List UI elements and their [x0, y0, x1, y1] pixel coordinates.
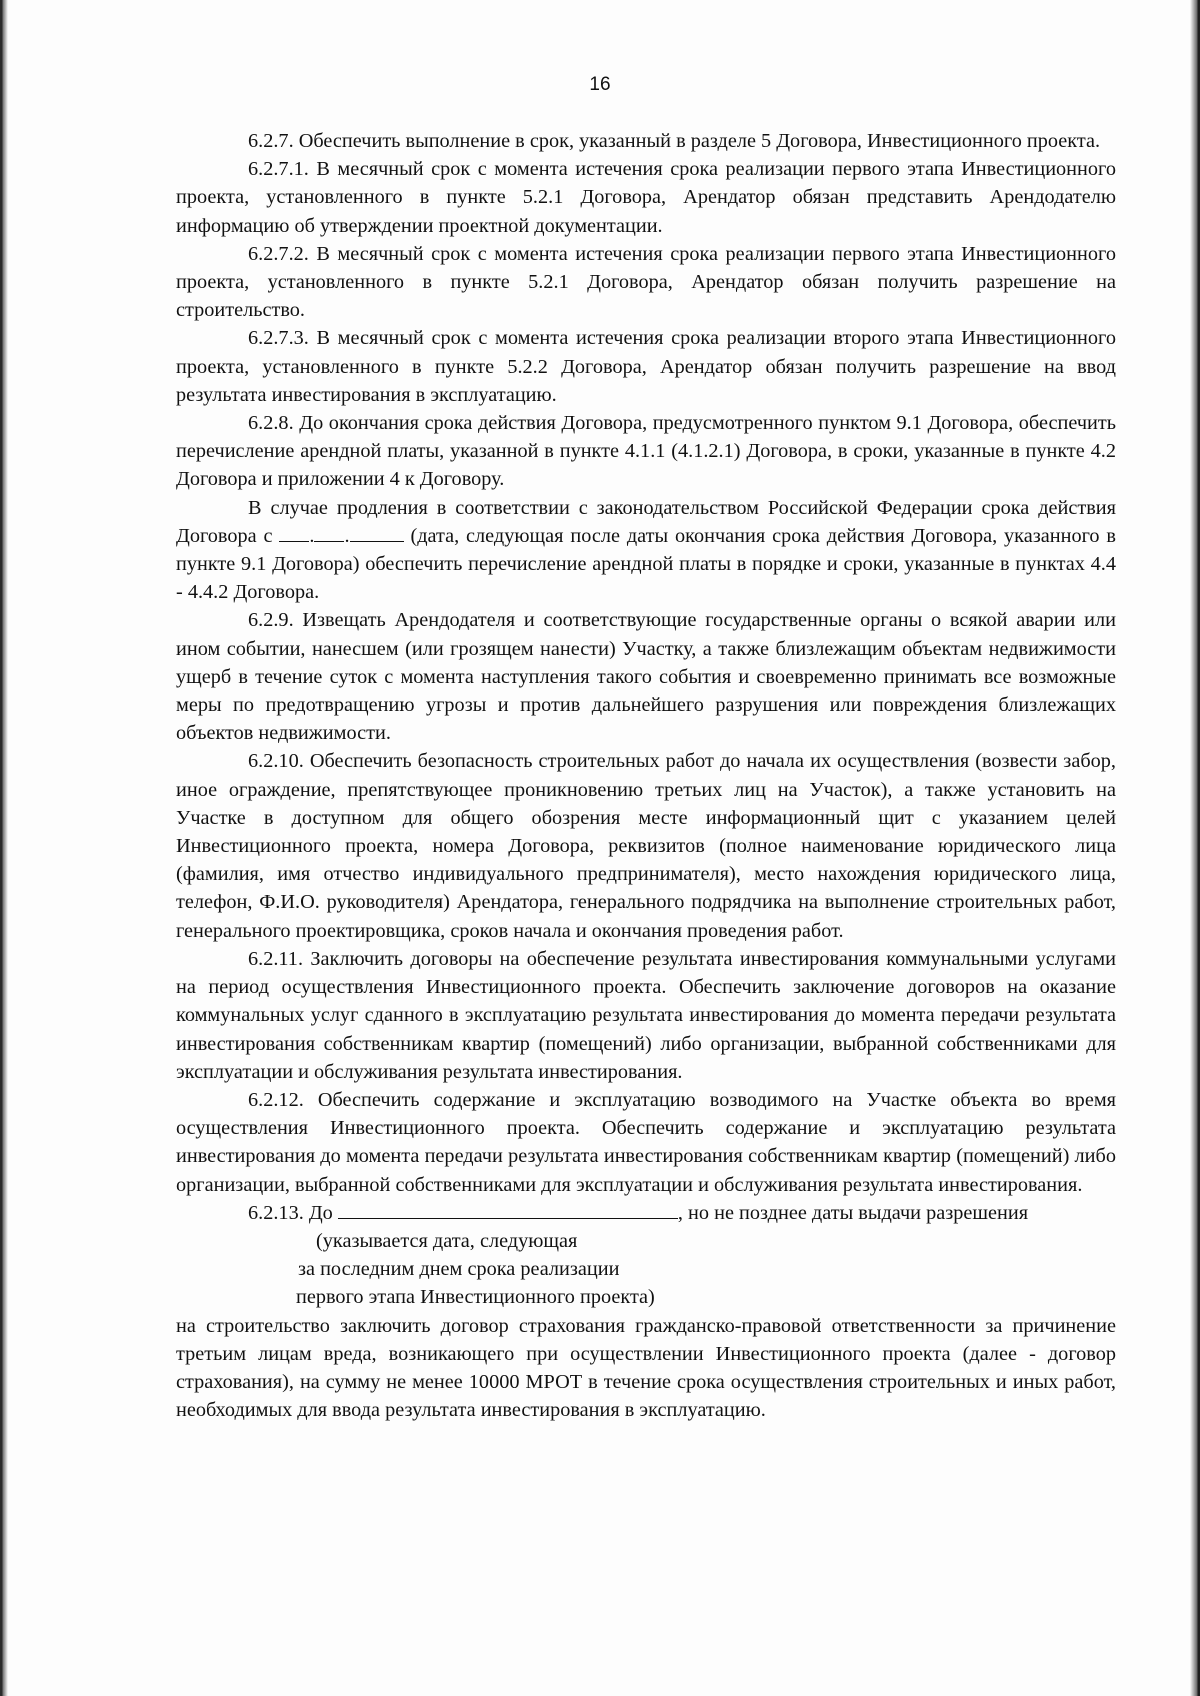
- paragraph-6-2-8: 6.2.8. До окончания срока действия Договора, предусмотренного пунктом 9.1 Договора, обеспечить перечисление арендной платы, указанной в пункте 4.1.1 (4.1.2.1) Договора, в сроки, указанные в пункте 4.2 Договора и приложении 4 к Договору.: [176, 412, 1116, 491]
- paragraph-6-2-7-3: 6.2.7.3. В месячный срок с момента истечения срока реализации второго этапа Инвестиционного проекта, установленного в пункте 5.2.2 Договора, Арендатор обязан получить разрешение на ввод результата инвестирования в эксплуатацию.: [176, 327, 1116, 406]
- scan-right-border: [1190, 0, 1200, 1696]
- paragraph-extension-text-a: В случае продления в соответствии с законодательством Российской Федерации срока действия Договора с: [176, 496, 1116, 547]
- date-separator-2: .: [344, 524, 350, 547]
- paragraph-6-2-9: 6.2.9. Извещать Арендодателя и соответствующие государственные органы о всякой аварии или ином событии, нанесшем (или грозящем нанести) Участку, а также близлежащим объектам недвижимости ущерб в течение суток с момента наступления такого события и своевременно принимать все возможные меры по предотвращению угрозы и против дальнейшего разрушения или повреждения близлежащих объектов недвижимости.: [176, 609, 1116, 745]
- blank-note-line-1: (указывается дата, следующая: [316, 1229, 578, 1252]
- date-blank-insurance: [338, 1200, 678, 1219]
- paragraph-6-2-13-continued: на строительство заключить договор страхования гражданско-правовой ответственности за причинение третьим лицам вреда, возникающего при осуществлении Инвестиционного проекта (далее - договор страхования), на сумму не менее 10000 МРОТ в течение срока осуществления строительных и иных работ, необходимых для ввода результата инвестирования в эксплуатацию.: [176, 1314, 1116, 1422]
- date-separator-1: .: [309, 524, 315, 547]
- paragraph-6-2-13: [176, 1199, 1116, 1227]
- document-body: [176, 127, 1116, 1424]
- date-blank-day: [279, 523, 309, 542]
- paragraph-extension: [176, 494, 1116, 607]
- paragraph-6-2-11: 6.2.11. Заключить договоры на обеспечение результата инвестирования коммунальными услугами на период осуществления Инвестиционного проекта. Обеспечить заключение договоров на оказание коммунальных услуг сданного в эксплуатацию результата инвестирования до момента передачи результата инвестирования собственникам квартир (помещений) либо организации, выбранной собственниками для эксплуатации и обслуживания результата инвестирования.: [176, 947, 1116, 1083]
- paragraph-extension-text-b: (дата, следующая после даты окончания срока действия Договора, указанного в пункте 9.1 Договора) обеспечить перечисление арендной платы в порядке и сроки, указанные в пунктах 4.4 - 4.4.2 Договора.: [176, 524, 1116, 604]
- blank-note-line-3: первого этапа Инвестиционного проекта): [296, 1286, 655, 1309]
- paragraph-6-2-7: 6.2.7. Обеспечить выполнение в срок, указанный в разделе 5 Договора, Инвестиционного проекта.: [248, 130, 1101, 152]
- paragraph-6-2-7-2: 6.2.7.2. В месячный срок с момента истечения срока реализации первого этапа Инвестиционного проекта, установленного в пункте 5.2.1 Договора, Арендатор обязан получить разрешение на строительство.: [176, 242, 1116, 322]
- paragraph-6-2-12: 6.2.12. Обеспечить содержание и эксплуатацию возводимого на Участке объекта во время осуществления Инвестиционного проекта. Обеспечить содержание и эксплуатацию результата инвестирования до момента передачи результата инвестирования собственникам квартир (помещений) либо организации, выбранной собственниками для эксплуатации и обслуживания результата инвестирования.: [176, 1088, 1116, 1196]
- scan-left-border: [0, 0, 8, 1696]
- paragraph-6-2-7-1: 6.2.7.1. В месячный срок с момента истечения срока реализации первого этапа Инвестиционного проекта, установленного в пункте 5.2.1 Договора, Арендатор обязан представить Арендодателю информацию об утверждении проектной документации.: [176, 158, 1116, 237]
- blank-note-line-2: за последним днем срока реализации: [298, 1258, 620, 1281]
- date-blank-month: [314, 523, 344, 542]
- page-number: 16: [589, 74, 611, 95]
- paragraph-6-2-13-text-b: , но не позднее даты выдачи разрешения: [677, 1201, 1029, 1224]
- date-blank-year: [350, 523, 404, 542]
- paragraph-6-2-10: 6.2.10. Обеспечить безопасность строительных работ до начала их осуществления (возвести забор, иное ограждение, препятствующее проникновению третьих лиц на Участок), а также установить на Участке в доступном для общего обозрения месте информационный щит с указанием целей Инвестиционного проекта, номера Договора, реквизитов (полное наименование юридического лица (фамилия, имя отчество индивидуального предпринимателя), место нахождения юридического лица, телефон, Ф.И.О. руководителя) Арендатора, генерального подрядчика на выполнение строительных работ, генерального проектировщика, сроков начала и окончания проведения работ.: [176, 750, 1116, 942]
- paragraph-6-2-13-text-a: 6.2.13. До: [248, 1201, 338, 1224]
